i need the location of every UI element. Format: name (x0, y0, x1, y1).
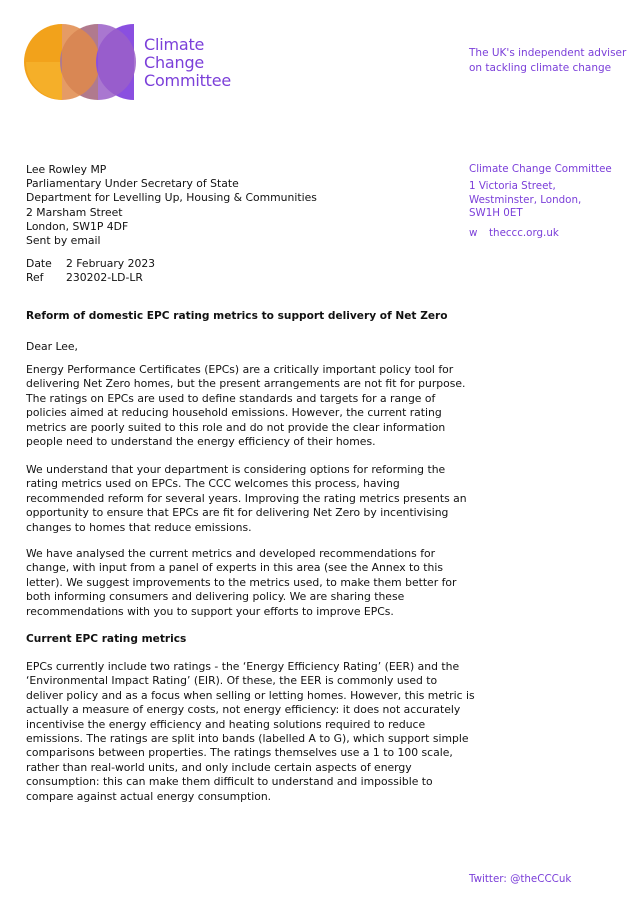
ref-row (26, 271, 155, 285)
paragraph-line: ‘Environmental Impact Rating’ (EIR). Of these, the EER is commonly used to (26, 674, 438, 688)
paragraph-line: rating metrics used on EPCs. The CCC welcomes this process, having (26, 477, 400, 491)
paragraph-line: We understand that your department is considering options for reforming the (26, 463, 446, 476)
section-heading: Current EPC rating metrics (26, 633, 187, 645)
sender-website (469, 227, 612, 241)
paragraph-line: The ratings on EPCs are used to define standards and targets for a range of (26, 391, 436, 405)
paragraph-line: actually a measure of energy costs, not energy efficiency: it does not accurately (26, 703, 461, 717)
paragraph-line: letter). We suggest improvements to the metrics used, to make them better for (26, 575, 457, 589)
paragraph-line: EPCs currently include two ratings - the ‘Energy Efficiency Rating’ (EER) and the (26, 660, 460, 673)
paragraph-line: policies aimed at reducing household emissions. However, the current rating (26, 406, 442, 420)
salutation: Dear Lee, (26, 340, 78, 353)
date-row (26, 257, 155, 271)
paragraph-line: deliver policy and as a focus when selling or letting homes. However, this metric is (26, 688, 475, 702)
letter-meta (26, 257, 155, 285)
paragraph-4 (26, 660, 475, 804)
ref-value: 230202-LD-LR (66, 271, 143, 284)
paragraph-line: recommended reform for several years. Improving the rating metrics presents an (26, 491, 467, 505)
recipient-line: 2 Marsham Street (26, 205, 123, 219)
paragraph-line: consumption: this can make them difficult to understand and impossible to (26, 775, 433, 789)
paragraph-line: both informing consumers and delivering policy. We are sharing these (26, 590, 405, 604)
org-name (144, 36, 231, 90)
date-value: 2 February 2023 (66, 257, 156, 270)
logo-orange-arc (24, 24, 62, 100)
twitter-handle[interactable]: Twitter: @theCCCuk (469, 873, 572, 885)
website-label: w (469, 227, 478, 240)
logo-violet-arc (96, 24, 136, 100)
paragraph-line: compare against actual energy consumption. (26, 789, 272, 803)
org-name-line: Climate (144, 35, 205, 54)
sender-address (469, 163, 612, 241)
recipient-address (26, 163, 317, 248)
logo-mauve-arc (60, 24, 100, 100)
date-label: Date (26, 257, 52, 270)
letter-subject: Reform of domestic EPC rating metrics to support delivery of Net Zero (26, 310, 448, 322)
paragraph-line: recommendations with you to support your efforts to improve EPCs. (26, 604, 394, 618)
sender-address-line: Westminster, London, (469, 193, 582, 206)
org-name-line: Committee (144, 71, 232, 90)
ref-label: Ref (26, 271, 44, 284)
tagline (469, 46, 626, 76)
paragraph-line: Energy Performance Certificates (EPCs) are a critically important policy tool for (26, 363, 454, 376)
sender-name: Climate Change Committee (469, 163, 612, 175)
paragraph-line: emissions. The ratings are split into bands (labelled A to G), which support simple (26, 732, 469, 746)
paragraph-1 (26, 363, 465, 449)
recipient-line: Parliamentary Under Secretary of State (26, 177, 239, 191)
paragraph-line: delivering Net Zero homes, but the present arrangements are not fit for purpose. (26, 377, 466, 391)
sender-address-line: 1 Victoria Street, (469, 179, 556, 192)
paragraph-line: people need to understand the energy efficiency of their homes. (26, 435, 376, 449)
ccc-logo-icon (24, 24, 136, 100)
paragraph-line: comparisons between properties. The ratings themselves use a 1 to 100 scale, (26, 746, 453, 760)
recipient-line: Department for Levelling Up, Housing & Communities (26, 191, 317, 205)
tagline-line: The UK's independent adviser (469, 47, 627, 59)
recipient-line: London, SW1P 4DF (26, 219, 129, 233)
paragraph-line: incentivise the energy efficiency and heating solutions required to reduce (26, 717, 426, 731)
recipient-line: Sent by email (26, 234, 101, 248)
paragraph-3 (26, 547, 456, 619)
paragraph-line: We have analysed the current metrics and developed recommendations for (26, 547, 436, 560)
paragraph-line: change, with input from a panel of experts in this area (see the Annex to this (26, 561, 443, 575)
paragraph-line: opportunity to ensure that EPCs are fit for delivering Net Zero by incentivising (26, 506, 449, 520)
recipient-line: Lee Rowley MP (26, 163, 107, 176)
paragraph-line: changes to homes that reduce emissions. (26, 520, 252, 534)
website-link[interactable]: theccc.org.uk (489, 227, 559, 240)
paragraph-line: metrics are poorly suited to this role and do not provide the clear information (26, 420, 446, 434)
org-name-line: Change (144, 53, 205, 72)
sender-address-line: SW1H 0ET (469, 207, 523, 220)
paragraph-line: rather than real-world units, and only include certain aspects of energy (26, 760, 412, 774)
paragraph-2 (26, 463, 467, 535)
tagline-line: on tackling climate change (469, 62, 612, 74)
